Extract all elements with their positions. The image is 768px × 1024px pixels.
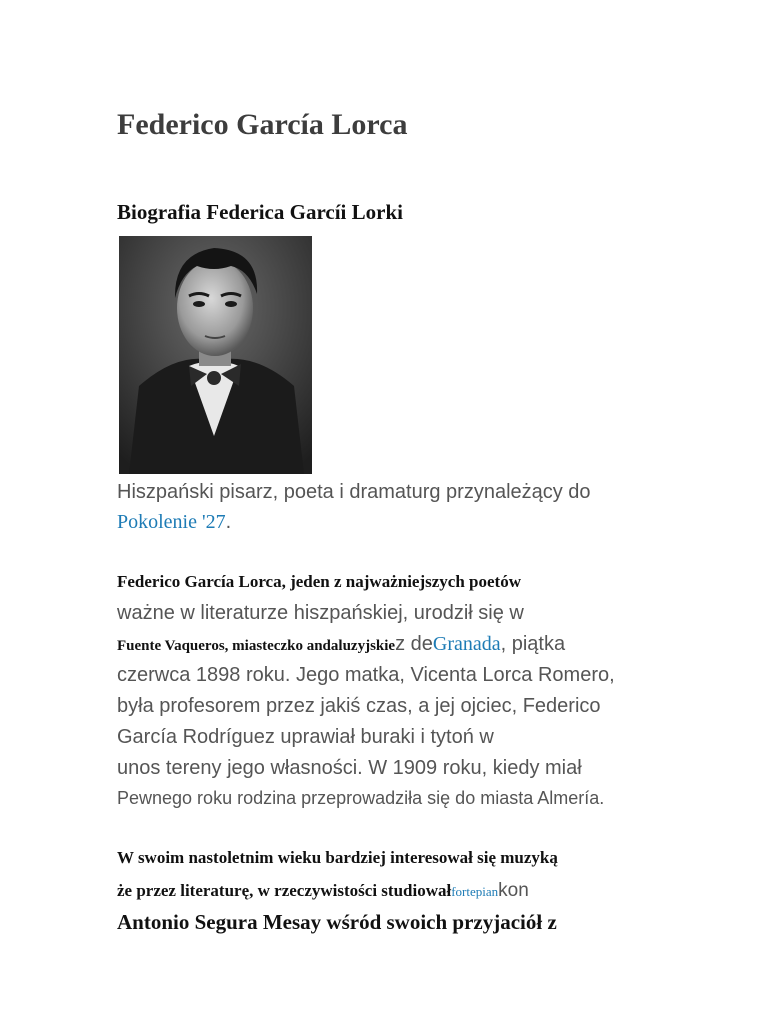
para1-line7: unos tereny jego własności. W 1909 roku, kiedy miał [117, 757, 582, 779]
para1-line3 [117, 633, 565, 656]
fortepian-link[interactable]: fortepian [451, 884, 499, 899]
para2-line1: W swoim nastoletnim wieku bardziej interesował się muzyką [117, 848, 558, 867]
para1-line3-c: , piątka [500, 633, 566, 655]
intro-tail: . [225, 511, 232, 533]
para1-line6: García Rodríguez uprawiał buraki i tytoń w [117, 726, 494, 748]
para1-line5: była profesorem przez jakiś czas, a jej ojciec, Federico [117, 695, 601, 717]
intro-link-line [117, 511, 231, 534]
para2-line2-b: kon [498, 880, 529, 901]
para1-line4: czerwca 1898 roku. Jego matka, Vicenta Lorca Romero, [117, 664, 615, 686]
para1-line3-b: z de [395, 633, 433, 655]
para1-line8: Pewnego roku rodzina przeprowadziła się do miasta Almería. [117, 788, 605, 808]
portrait-photo [119, 236, 312, 474]
para1-line2: ważne w literaturze hiszpańskiej, urodził się w [117, 602, 524, 624]
section-heading: Biografia Federica Garcíi Lorki [117, 200, 403, 224]
para2-line3: Antonio Segura Mesay wśród swoich przyjaciół z [117, 910, 557, 934]
para2-line2-a: że przez literaturę, w rzeczywistości studiował [117, 881, 452, 900]
para2-line2 [117, 880, 529, 902]
page-title: Federico García Lorca [117, 108, 408, 141]
para1-line3-a: Fuente Vaqueros, miasteczko andaluzyjskie [117, 638, 396, 654]
para1-line1: Federico García Lorca, jeden z najważniejszych poetów [117, 572, 521, 591]
pokolenie-link[interactable]: Pokolenie '27 [117, 511, 226, 533]
intro-text: Hiszpański pisarz, poeta i dramaturg przynależący do [117, 481, 591, 503]
granada-link[interactable]: Granada [432, 633, 501, 655]
